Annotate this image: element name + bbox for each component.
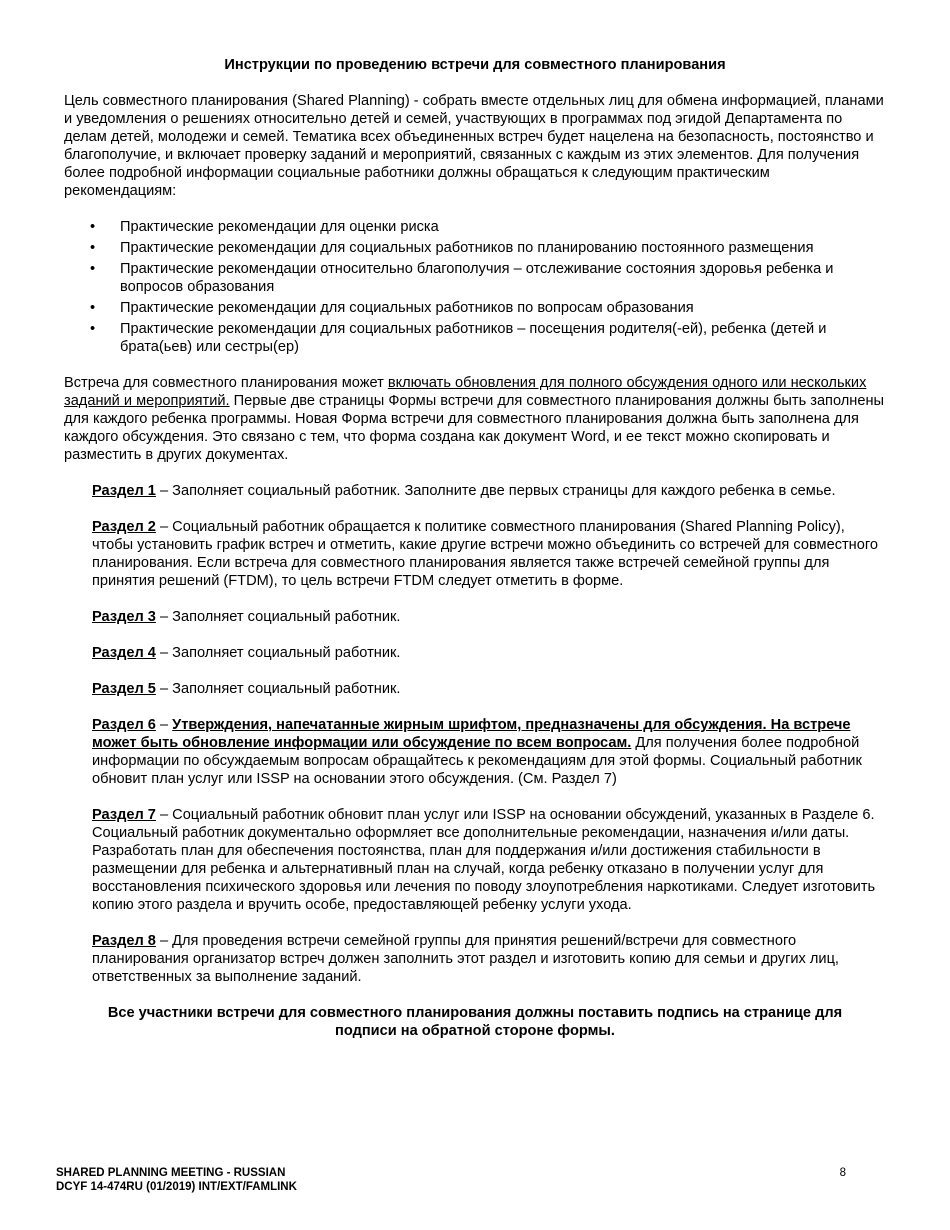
guidelines-list: [64, 218, 886, 356]
section-label: Раздел 6: [92, 717, 156, 733]
section-5-paragraph: Раздел 5 – Заполняет социальный работник.: [92, 681, 401, 697]
bullet-icon: •: [90, 300, 96, 316]
section-3-paragraph: Раздел 3 – Заполняет социальный работник.: [92, 609, 401, 625]
signature-notice: Все участники встречи для совместного планирования должны поставить подпись на странице для подписи на обратной стороне формы.: [107, 1005, 843, 1039]
page-footer: [56, 1166, 846, 1194]
section-label: Раздел 3: [92, 609, 156, 625]
meeting-paragraph: Встреча для совместного планирования может включать обновления для полного обсуждения одного или нескольких заданий и мероприятий. Первые две страницы Формы встречи для совместного планирования должны быть заполнены для каждого ребенка программы. Новая Форма встречи для совместного планирования должна быть заполнена для каждого обсуждения. Это связано с тем, что форма создана как документ Word, и ее текст можно скопировать и разместить в других документах.: [64, 375, 885, 463]
section-4-paragraph: Раздел 4 – Заполняет социальный работник.: [92, 645, 401, 661]
bullet-icon: •: [90, 219, 96, 235]
section-label: Раздел 4: [92, 645, 156, 661]
form-code: DCYF 14-474RU (01/2019) INT/EXT/FAMLINK: [56, 1181, 297, 1193]
list-item: • Практические рекомендации относительно благополучия – отслеживание состояния здоровья ребенка и вопросов образования: [90, 261, 834, 295]
section-8-paragraph: Раздел 8 – Для проведения встречи семейной группы для принятия решений/встречи для совместного планирования организатор встреч должен заполнить этот раздел и изготовить копию для семьи и других лиц, ответственных за выполнение заданий.: [92, 933, 839, 985]
section-7-paragraph: Раздел 7 – Социальный работник обновит план услуг или ISSP на основании обсуждений, указанных в Разделе 6. Социальный работник документально оформляет все дополнительные рекомендации, назначения и/или даты. Разработать план для обеспечения постоянства, план для поддержания и/или достижения стабильности в размещении для ребенка и альтернативный план на случай, когда ребенку отказано в получении услуг для восстановления психического здоровья или лечения по поводу злоупотребления наркотиками. Следует изготовить копию этого раздела и вручить особе, предоставляющей ребенку услуги ухода.: [92, 807, 876, 913]
section-label: Раздел 5: [92, 681, 156, 697]
section-label: Раздел 1: [92, 483, 156, 499]
list-item: • Практические рекомендации для социальных работников по планированию постоянного размещения: [90, 240, 814, 256]
bullet-icon: •: [90, 261, 96, 277]
bullet-icon: •: [90, 240, 96, 256]
section-2-paragraph: Раздел 2 – Социальный работник обращается к политике совместного планирования (Shared Planning Policy), чтобы установить график встреч и отметить, какие другие встречи можно объединить со встречей для совместного планирования. Если встреча для совместного планирования является также встречей семейной группы для принятия решений (FTDM), то цель встречи FTDM следует отметить в форме.: [92, 519, 878, 589]
section-label: Раздел 8: [92, 933, 156, 949]
form-name: SHARED PLANNING MEETING - RUSSIAN: [56, 1167, 286, 1179]
section-label: Раздел 7: [92, 807, 156, 823]
bullet-icon: •: [90, 321, 96, 337]
list-item: • Практические рекомендации для социальных работников – посещения родителя(-ей), ребенка (детей и брата(ьев) или сестры(ер): [90, 321, 827, 355]
list-item: • Практические рекомендации для оценки риска: [90, 219, 439, 235]
page-title: Инструкции по проведению встречи для совместного планирования: [224, 57, 726, 73]
document-page: [64, 56, 886, 1040]
page-number: 8: [839, 1167, 846, 1179]
intro-paragraph: Цель совместного планирования (Shared Planning) - собрать вместе отдельных лиц для обмена информацией, планами и уведомления о решениях относительно детей и семей, участвующих в программах под эгидой Департамента по делам детей, молодежи и семей. Тематика всех объединенных встреч будет нацелена на безопасность, постоянство и благополучие, и включает проверку заданий и мероприятий, связанных с каждым из этих элементов. Для получения более подробной информации социальные работники должны обращаться к следующим практическим рекомендациям:: [64, 93, 884, 199]
list-item: • Практические рекомендации для социальных работников по вопросам образования: [90, 300, 694, 316]
section-1-paragraph: Раздел 1 – Заполняет социальный работник. Заполните две первых страницы для каждого ребенка в семье.: [92, 483, 836, 499]
section-label: Раздел 2: [92, 519, 156, 535]
section-6-paragraph: Раздел 6 – Утверждения, напечатанные жирным шрифтом, предназначены для обсуждения. На встрече может быть обновление информации или обсуждение по всем вопросам. Для получения более подробной информации по обсуждаемым вопросам обращайтесь к рекомендациям для этой формы. Социальный работник обновит план услуг или ISSP на основании этого обсуждения. (См. Раздел 7): [92, 717, 862, 787]
